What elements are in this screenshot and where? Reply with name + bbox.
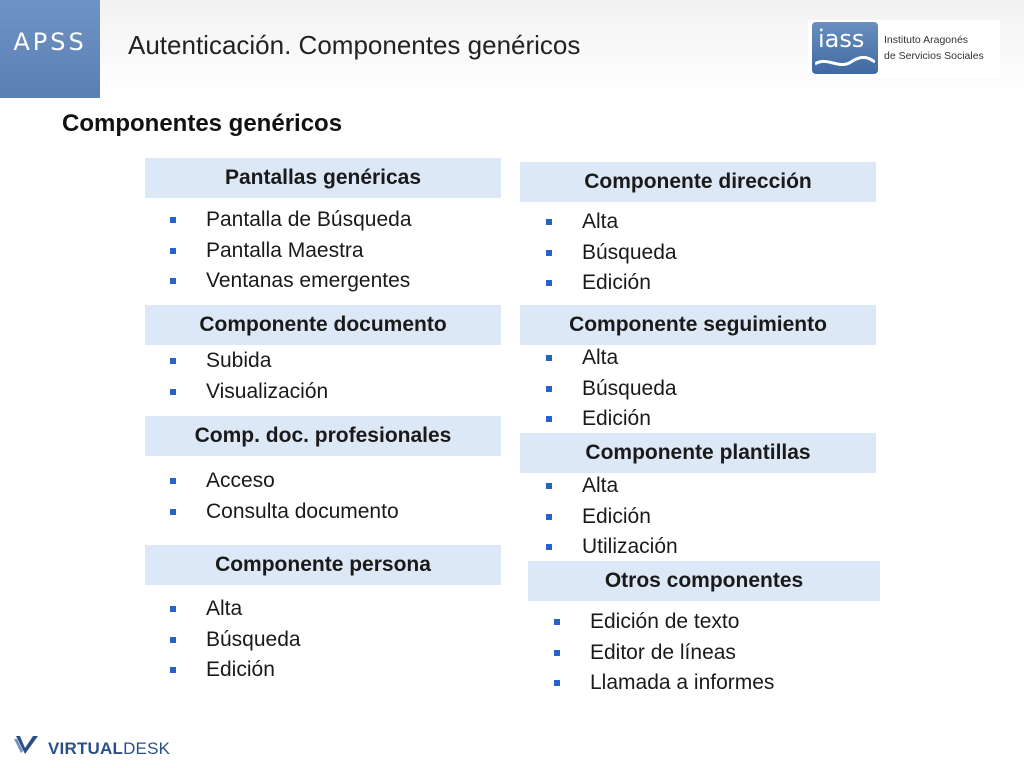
list-item-label: Consulta documento	[206, 499, 399, 523]
iass-logo-line1: Instituto Aragonés	[884, 34, 969, 46]
square-bullet-icon	[170, 358, 176, 364]
square-bullet-icon	[170, 389, 176, 395]
group-list	[168, 346, 328, 407]
list-item	[168, 655, 301, 686]
iass-logo-mark	[812, 22, 878, 74]
list-item-label: Edición de texto	[590, 610, 740, 633]
group-list	[168, 594, 301, 686]
square-bullet-icon	[170, 637, 176, 643]
list-item-label: Edición	[582, 271, 651, 294]
group-list	[544, 343, 677, 435]
list-item	[544, 343, 677, 374]
list-item-label: Llamada a informes	[590, 671, 775, 694]
list-item-label: Búsqueda	[582, 376, 677, 400]
list-item-label: Acceso	[206, 469, 275, 492]
list-item	[544, 268, 677, 299]
list-item	[168, 346, 328, 377]
section-title: Componentes genéricos	[62, 110, 343, 137]
list-item-label: Utilización	[582, 535, 678, 558]
square-bullet-icon	[170, 509, 176, 515]
list-item	[544, 471, 678, 502]
list-item-label: Edición	[582, 504, 651, 528]
square-bullet-icon	[546, 386, 552, 392]
square-bullet-icon	[546, 514, 552, 520]
list-item	[544, 238, 677, 269]
square-bullet-icon	[554, 680, 560, 686]
list-item	[544, 502, 678, 533]
iass-logo-mark-text: iass	[818, 25, 865, 53]
square-bullet-icon	[546, 355, 552, 361]
group-list	[168, 466, 399, 527]
apss-tab	[0, 0, 100, 98]
list-item-label: Alta	[206, 597, 243, 620]
group-title: Componente documento	[145, 305, 501, 345]
group-title: Componente seguimiento	[520, 305, 876, 345]
list-item	[552, 607, 774, 638]
list-item-label: Ventanas emergentes	[206, 269, 411, 292]
list-item-label: Edición	[582, 407, 651, 430]
iass-logo	[808, 20, 1000, 78]
list-item-label: Pantalla Maestra	[206, 238, 364, 262]
list-item-label: Alta	[582, 210, 619, 233]
list-item-label: Visualización	[206, 379, 329, 403]
list-item	[544, 207, 677, 238]
list-item-label: Pantalla de Búsqueda	[206, 208, 412, 231]
square-bullet-icon	[546, 483, 552, 489]
group-title: Comp. doc. profesionales	[145, 416, 501, 456]
square-bullet-icon	[170, 478, 176, 484]
list-item-label: Búsqueda	[206, 627, 301, 651]
list-item	[544, 374, 677, 405]
square-bullet-icon	[546, 544, 552, 550]
square-bullet-icon	[170, 667, 176, 673]
group-title: Componente dirección	[520, 162, 876, 202]
square-bullet-icon	[554, 650, 560, 656]
list-item-label: Alta	[582, 346, 619, 369]
list-item-label: Alta	[582, 474, 619, 497]
virtualdesk-wordmark-bold: VIRTUAL	[48, 739, 124, 758]
virtualdesk-wordmark	[48, 739, 170, 759]
group-title: Otros componentes	[528, 561, 880, 601]
list-item	[544, 404, 677, 435]
virtualdesk-wordmark-light: DESK	[123, 739, 171, 758]
list-item	[168, 497, 399, 528]
square-bullet-icon	[170, 217, 176, 223]
group-list	[168, 205, 412, 297]
list-item-label: Edición	[206, 658, 275, 681]
list-item	[544, 532, 678, 563]
list-item	[552, 638, 774, 669]
list-item	[168, 205, 412, 236]
square-bullet-icon	[170, 606, 176, 612]
group-list	[552, 607, 774, 699]
list-item-label: Subida	[206, 349, 272, 372]
list-item	[168, 594, 301, 625]
square-bullet-icon	[546, 280, 552, 286]
group-title: Pantallas genéricas	[145, 158, 501, 198]
apss-tab-label: APSS	[13, 28, 87, 56]
group-list	[544, 207, 677, 299]
list-item	[168, 266, 412, 297]
square-bullet-icon	[170, 248, 176, 254]
wave-icon	[815, 56, 875, 70]
list-item	[168, 377, 328, 408]
list-item	[168, 625, 301, 656]
square-bullet-icon	[170, 278, 176, 284]
list-item	[552, 668, 774, 699]
list-item	[168, 236, 412, 267]
group-list	[544, 471, 678, 563]
square-bullet-icon	[546, 416, 552, 422]
list-item	[168, 466, 399, 497]
virtualdesk-v-icon	[14, 733, 40, 757]
group-title: Componente persona	[145, 545, 501, 585]
group-title: Componente plantillas	[520, 433, 876, 473]
iass-logo-line2: de Servicios Sociales	[884, 50, 984, 62]
square-bullet-icon	[546, 219, 552, 225]
list-item-label: Editor de líneas	[590, 640, 736, 664]
square-bullet-icon	[546, 250, 552, 256]
slide-title: Autenticación. Componentes genéricos	[128, 30, 581, 60]
square-bullet-icon	[554, 619, 560, 625]
list-item-label: Búsqueda	[582, 240, 677, 264]
